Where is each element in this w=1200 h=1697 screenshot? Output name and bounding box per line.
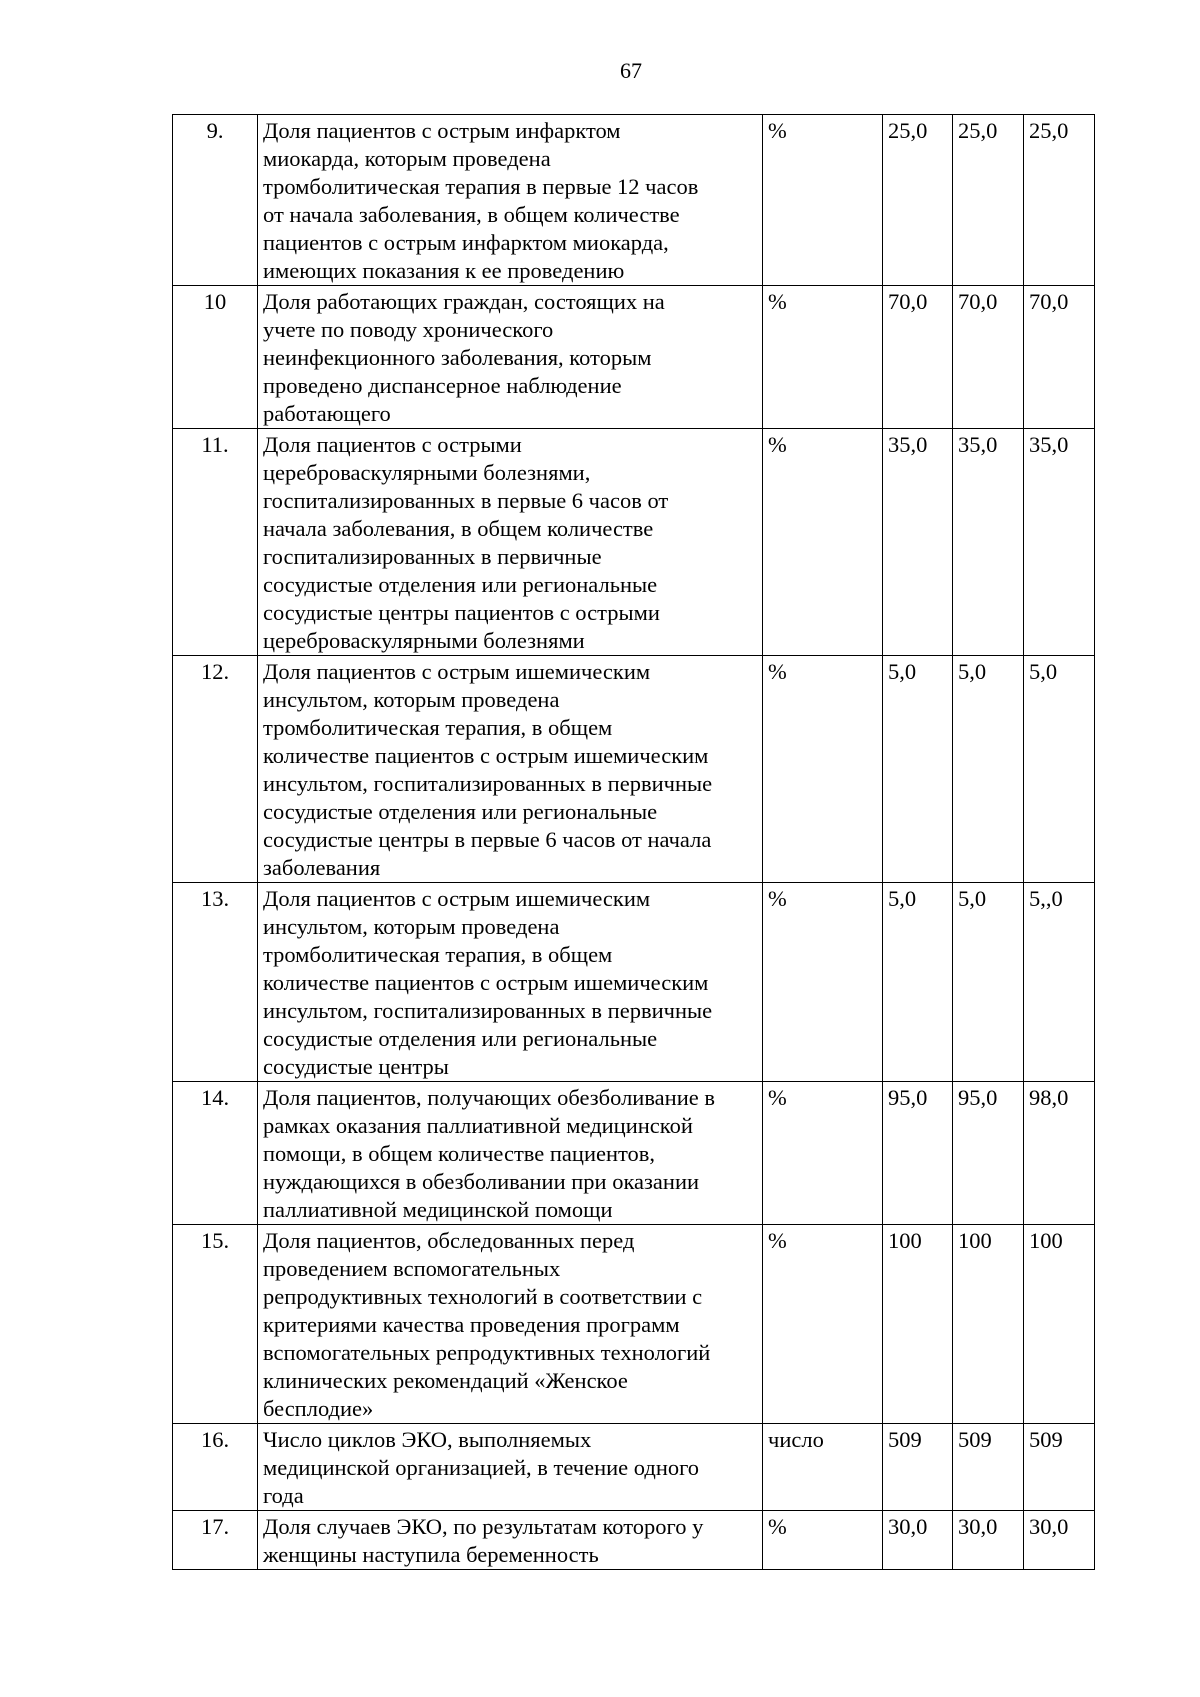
indicator-name: Доля пациентов с острым ишемическим инсультом, которым проведена тромболитическая терапия, в общем количестве пациентов с острым ишемическим инсультом, госпитализированных в первичные сосудистые отделения или региональные сосудистые центры в первые 6 часов от начала заболевания [258,656,763,883]
row-number: 14. [173,1082,258,1225]
value-2-cell: 100 [953,1225,1024,1424]
value-2-cell: 95,0 [953,1082,1024,1225]
row-number: 15. [173,1225,258,1424]
table-row [173,286,1095,429]
value-1-cell: 5,0 [883,656,953,883]
table-row [173,429,1095,656]
unit-cell: % [763,1511,883,1570]
unit-cell: % [763,656,883,883]
row-number: 11. [173,429,258,656]
row-number: 9. [173,115,258,286]
value-3-cell: 100 [1024,1225,1095,1424]
indicator-name: Доля случаев ЭКО, по результатам которого у женщины наступила беременность [258,1511,763,1570]
indicator-name: Доля пациентов с острым инфарктом миокарда, которым проведена тромболитическая терапия в первые 12 часов от начала заболевания, в общем количестве пациентов с острым инфарктом миокарда, имеющих показания к ее проведению [258,115,763,286]
value-3-cell: 509 [1024,1424,1095,1511]
value-1-cell: 5,0 [883,883,953,1082]
table-row [173,115,1095,286]
value-2-cell: 509 [953,1424,1024,1511]
indicator-name: Доля пациентов, обследованных перед проведением вспомогательных репродуктивных технологий в соответствии с критериями качества проведения программ вспомогательных репродуктивных технологий клинических рекомендаций «Женское бесплодие» [258,1225,763,1424]
value-3-cell: 30,0 [1024,1511,1095,1570]
value-2-cell: 30,0 [953,1511,1024,1570]
indicator-name: Доля работающих граждан, состоящих на учете по поводу хронического неинфекционного заболевания, которым проведено диспансерное наблюдение работающего [258,286,763,429]
unit-cell: число [763,1424,883,1511]
row-number: 17. [173,1511,258,1570]
indicator-name: Доля пациентов с острым ишемическим инсультом, которым проведена тромболитическая терапия, в общем количестве пациентов с острым ишемическим инсультом, госпитализированных в первичные сосудистые отделения или региональные сосудистые центры [258,883,763,1082]
value-1-cell: 35,0 [883,429,953,656]
row-number: 16. [173,1424,258,1511]
value-3-cell: 70,0 [1024,286,1095,429]
value-3-cell: 35,0 [1024,429,1095,656]
value-1-cell: 25,0 [883,115,953,286]
value-2-cell: 5,0 [953,656,1024,883]
table-row [173,656,1095,883]
unit-cell: % [763,286,883,429]
value-3-cell: 5,0 [1024,656,1095,883]
table-row [173,883,1095,1082]
indicator-name: Доля пациентов с острыми цереброваскулярными болезнями, госпитализированных в первые 6 часов от начала заболевания, в общем количестве госпитализированных в первичные сосудистые отделения или региональные сосудистые центры пациентов с острыми цереброваскулярными болезнями [258,429,763,656]
value-3-cell: 5,,0 [1024,883,1095,1082]
value-3-cell: 25,0 [1024,115,1095,286]
unit-cell: % [763,429,883,656]
indicator-name: Доля пациентов, получающих обезболивание в рамках оказания паллиативной медицинской помощи, в общем количестве пациентов, нуждающихся в обезболивании при оказании паллиативной медицинской помощи [258,1082,763,1225]
table-row [173,1424,1095,1511]
value-2-cell: 25,0 [953,115,1024,286]
value-1-cell: 509 [883,1424,953,1511]
value-2-cell: 5,0 [953,883,1024,1082]
indicators-table [172,114,1095,1570]
row-number: 10 [173,286,258,429]
unit-cell: % [763,883,883,1082]
table-row [173,1511,1095,1570]
value-1-cell: 30,0 [883,1511,953,1570]
row-number: 12. [173,656,258,883]
unit-cell: % [763,115,883,286]
value-1-cell: 100 [883,1225,953,1424]
value-1-cell: 95,0 [883,1082,953,1225]
page-number: 67 [620,58,642,83]
row-number: 13. [173,883,258,1082]
value-2-cell: 35,0 [953,429,1024,656]
table-row [173,1225,1095,1424]
value-1-cell: 70,0 [883,286,953,429]
value-3-cell: 98,0 [1024,1082,1095,1225]
indicator-name: Число циклов ЭКО, выполняемых медицинской организацией, в течение одного года [258,1424,763,1511]
table-row [173,1082,1095,1225]
value-2-cell: 70,0 [953,286,1024,429]
unit-cell: % [763,1082,883,1225]
unit-cell: % [763,1225,883,1424]
